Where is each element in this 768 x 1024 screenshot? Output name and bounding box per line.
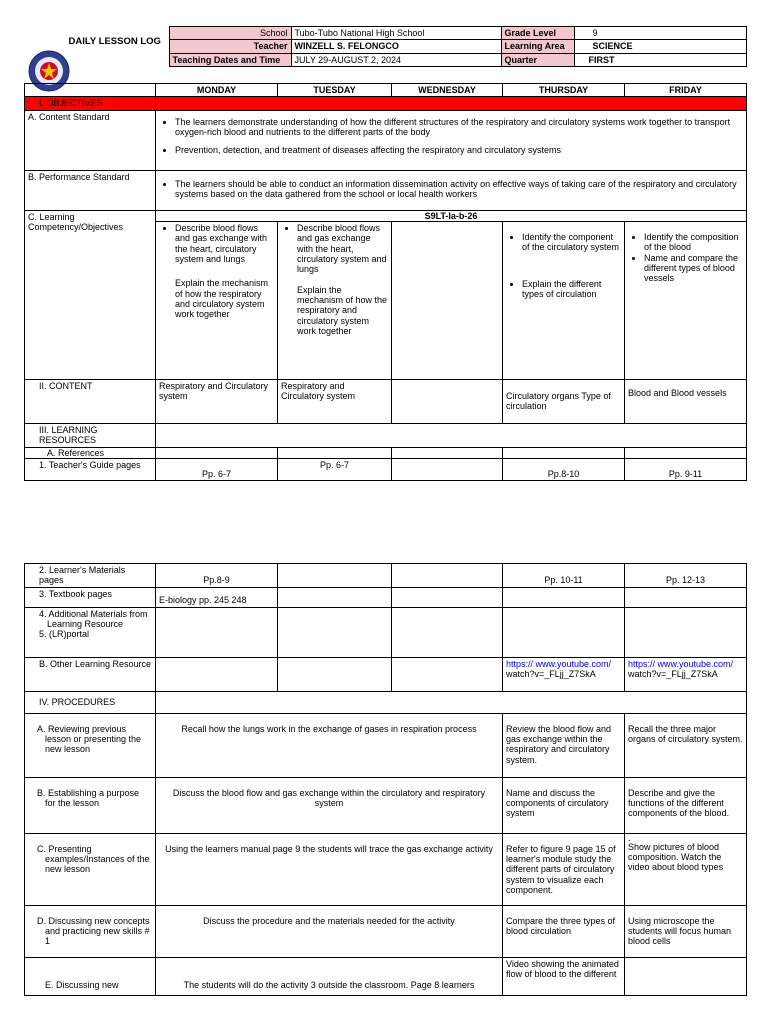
dates-label: Teaching Dates and Time (169, 53, 291, 66)
competency-label: C. Learning Competency/Objectives (25, 210, 156, 379)
competency-monday-bullet: • Describe blood flows and gas exchange with the heart, circulatory system and lungs (175, 223, 274, 264)
lr-portal-text: 5. (LR)portal (39, 629, 90, 640)
additional-materials-label (25, 607, 156, 657)
tg-monday: Pp. 6-7 (156, 459, 278, 481)
content-standard-item: • The learners demonstrate understanding of how the different structures of the respiratory and circulatory systems work together to transport oxygen-rich blood and nutrients to the different parts of the body (175, 117, 743, 138)
teacher-value: WINZELL S. FELONGCO (291, 40, 501, 53)
header-table (24, 26, 747, 67)
procedure-d-mon-wed: Discuss the procedure and the materials needed for the activity (156, 905, 503, 957)
quarter-label: Quarter (501, 53, 574, 66)
video-link-friday[interactable]: https:// www.youtube.com/ (628, 658, 734, 669)
procedure-b-friday: Describe and give the functions of the different components of the blood. (625, 777, 747, 833)
references-thursday (503, 447, 625, 458)
grade-value: 9 (574, 27, 746, 40)
quarter-value: FIRST (574, 53, 746, 66)
objectives-bar (156, 97, 747, 110)
am-monday (156, 607, 278, 657)
procedure-e-friday (625, 957, 747, 995)
procedure-a-friday: Recall the three major organs of circulatory system. (625, 713, 747, 777)
content-wednesday (392, 380, 503, 424)
procedure-e-label: E. Discussing new (25, 957, 156, 995)
tg-friday: Pp. 9-11 (625, 459, 747, 481)
content-thursday: Circulatory organs Type of circulation (503, 380, 625, 424)
tb-friday (625, 587, 747, 607)
grade-label: Grade Level (501, 27, 574, 40)
procedure-c-friday (625, 833, 747, 905)
procedure-d-label: D. Discussing new concepts and practicing new skills # 1 (25, 905, 156, 957)
procedure-a-mon-wed: Recall how the lungs work in the exchange of gases in respiration process (156, 713, 503, 777)
content-standard-label: A. Content Standard (25, 110, 156, 170)
lm-monday: Pp.8-9 (156, 564, 278, 588)
am-tuesday (278, 607, 392, 657)
procedure-e-mon-wed: The students will do the activity 3 outside the classroom. Page 8 learners (156, 957, 503, 995)
procedure-b-mon-wed: Discuss the blood flow and gas exchange within the circulatory and respiratory system (156, 777, 503, 833)
content-tuesday: Respiratory and Circulatory system (278, 380, 392, 424)
procedures-cell (156, 691, 747, 713)
learning-area-value: SCIENCE (574, 40, 746, 53)
day-header-thursday: THURSDAY (503, 84, 625, 97)
olr-thursday (503, 657, 625, 691)
competency-monday-text: Explain the mechanism of how the respiratory and circulatory system work together (175, 278, 269, 320)
procedure-e-thursday: Video showing the animated flow of blood to the different (503, 957, 625, 995)
video-link-thursday[interactable]: https:// www.youtube.com/ (506, 658, 612, 669)
tg-wednesday (392, 459, 503, 481)
tb-wednesday (392, 587, 503, 607)
competency-thursday-item: • Identify the component of the circulatory system (522, 232, 621, 253)
lm-friday: Pp. 12-13 (625, 564, 747, 588)
procedure-b-label: B. Establishing a purpose for the lesson (25, 777, 156, 833)
am-wednesday (392, 607, 503, 657)
competency-thursday (503, 222, 625, 380)
video-link-friday-rest: watch?v=_FLjj_Z7SkA (628, 669, 718, 680)
learning-resources-label: III. LEARNING RESOURCES (25, 424, 156, 448)
learners-materials-label: 2. Learner's Materials pages (25, 564, 156, 588)
learning-resources-cell (156, 424, 747, 448)
competency-tuesday-text: Explain the mechanism of how the respiratory and circulatory system work together (297, 284, 388, 337)
references-friday (625, 447, 747, 458)
day-header-monday: MONDAY (156, 84, 278, 97)
content-standard-cell (156, 110, 747, 170)
dates-value: JULY 29-AUGUST 2, 2024 (291, 53, 501, 66)
lm-tuesday (278, 564, 392, 588)
procedure-c-mon-wed: Using the learners manual page 9 the students will trace the gas exchange activity (156, 833, 503, 905)
references-label: A. References (25, 447, 156, 458)
competency-friday-item: • Identify the composition of the blood (644, 232, 743, 253)
corner-cell (25, 84, 156, 97)
competency-wednesday (392, 222, 503, 380)
procedure-a-thursday: Review the blood flow and gas exchange within the respiratory and circulatory system. (503, 713, 625, 777)
teachers-guide-label: 1. Teacher's Guide pages (25, 459, 156, 481)
content-monday: Respiratory and Circulatory system (156, 380, 278, 424)
day-header-wednesday: WEDNESDAY (392, 84, 503, 97)
performance-standard-item: • The learners should be able to conduct an information dissemination activity on effective ways of taking care of the respiratory and circulatory systems based on the data gathered from the school or local health workers (175, 179, 743, 200)
performance-standard-label: B. Performance Standard (25, 170, 156, 210)
teacher-label: Teacher (169, 40, 291, 53)
tg-thursday: Pp.8-10 (503, 459, 625, 481)
lm-thursday: Pp. 10-11 (503, 564, 625, 588)
references-wednesday (392, 447, 503, 458)
content-friday: Blood and Blood vessels (625, 380, 747, 424)
textbook-label: 3. Textbook pages (25, 587, 156, 607)
day-header-tuesday: TUESDAY (278, 84, 392, 97)
tg-tuesday: Pp. 6-7 (278, 459, 392, 481)
olr-monday (156, 657, 278, 691)
procedure-c-friday-dot: . (628, 833, 631, 843)
references-monday (156, 447, 278, 458)
tb-tuesday (278, 587, 392, 607)
objectives-heading: I. OBJECTIVES (25, 97, 156, 110)
additional-materials-text: 4. Additional Materials from Learning Resource (39, 608, 148, 630)
procedure-c-label: C. Presenting examples/Instances of the new lesson (25, 833, 156, 905)
performance-standard-cell (156, 170, 747, 210)
learning-area-label: Learning Area (501, 40, 574, 53)
olr-tuesday (278, 657, 392, 691)
am-thursday (503, 607, 625, 657)
competency-monday (156, 222, 278, 380)
lesson-table-page-2 (24, 563, 747, 996)
competency-thursday-item: • Explain the different types of circulation (522, 279, 621, 300)
lesson-table-page-1 (24, 83, 747, 481)
dll-title: DAILY LESSON LOG (68, 35, 161, 47)
competency-friday-item: • Name and compare the different types of blood vessels (644, 253, 743, 284)
content-standard-item: • Prevention, detection, and treatment of diseases affecting the respiratory and circulatory systems (175, 145, 743, 155)
procedures-label: IV. PROCEDURES (25, 691, 156, 713)
video-link-thursday-rest: watch?v=_FLjj_Z7SkA (506, 669, 596, 680)
am-friday (625, 607, 747, 657)
competency-friday (625, 222, 747, 380)
procedure-b-thursday: Name and discuss the components of circulatory system (503, 777, 625, 833)
procedure-c-friday-text: Show pictures of blood composition. Watch the video about blood types (628, 841, 724, 873)
tb-thursday (503, 587, 625, 607)
school-value: Tubo-Tubo National High School (291, 27, 501, 40)
competency-tuesday-bullet: • Describe blood flows and gas exchange with the heart, circulatory system and lungs (297, 223, 388, 275)
procedure-d-friday: Using microscope the students will focus human blood cells (625, 905, 747, 957)
procedure-d-thursday: Compare the three types of blood circulation (503, 905, 625, 957)
procedure-c-thursday: Refer to figure 9 page 15 of learner's module study the different parts of circulatory system to visualize each component. (503, 833, 625, 905)
school-label: School (169, 27, 291, 40)
references-tuesday (278, 447, 392, 458)
other-resources-label: B. Other Learning Resource (25, 657, 156, 691)
day-header-friday: FRIDAY (625, 84, 747, 97)
olr-wednesday (392, 657, 503, 691)
content-label: II. CONTENT (25, 380, 156, 424)
olr-friday (625, 657, 747, 691)
competency-tuesday (278, 222, 392, 380)
competency-code: S9LT-Ia-b-26 (156, 210, 747, 221)
lm-wednesday (392, 564, 503, 588)
tb-monday: E-biology pp. 245 248 (156, 587, 278, 607)
procedure-a-label: A. Reviewing previous lesson or presenting the new lesson (25, 713, 156, 777)
